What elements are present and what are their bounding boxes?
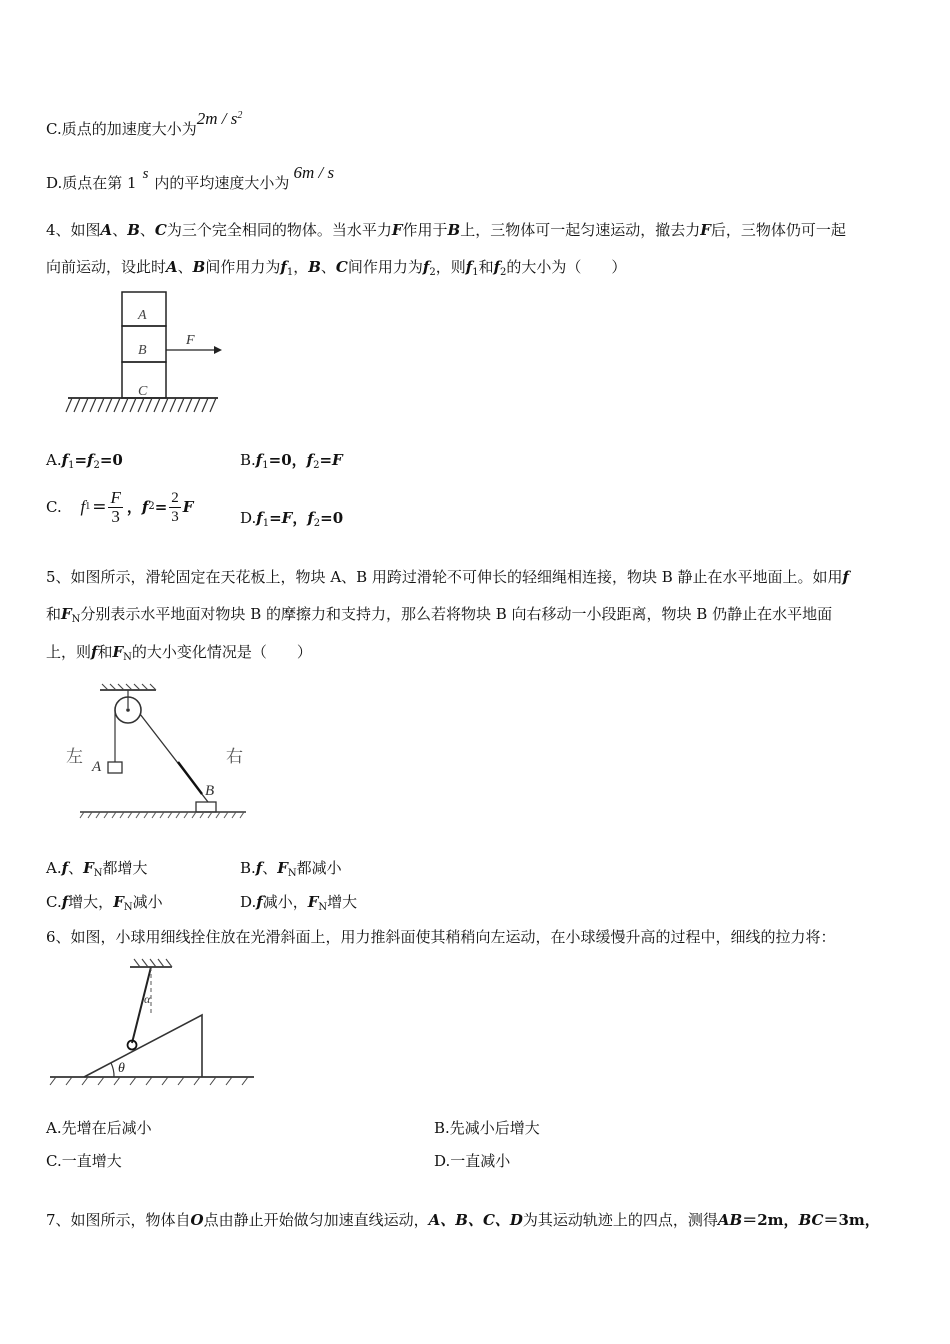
q5-stem-line1 bbox=[46, 567, 849, 587]
q4c-den: 3 bbox=[171, 508, 179, 525]
q3-option-c bbox=[46, 109, 243, 139]
q4-var: f bbox=[465, 258, 473, 276]
q4c-sub: 1 bbox=[85, 501, 91, 512]
q5-ceiling-hatch bbox=[102, 684, 156, 690]
q4-var: f bbox=[422, 258, 430, 276]
q5d-text: 减小， bbox=[262, 893, 308, 911]
q4c-var: F bbox=[182, 498, 194, 516]
q4-ground-hatch bbox=[66, 398, 216, 412]
q5a-var: F bbox=[83, 859, 94, 877]
q4c-text: ， bbox=[126, 498, 142, 516]
q7-var: BC bbox=[798, 1211, 824, 1229]
q3-c-math: 2m / s bbox=[196, 109, 238, 128]
q5a-var: f bbox=[61, 859, 69, 877]
q4-text: 、 bbox=[139, 221, 155, 239]
q5-pulley-axle bbox=[126, 708, 130, 712]
q6-theta-label: θ bbox=[118, 1061, 125, 1076]
q5-figure-pulley bbox=[60, 678, 260, 823]
q4-stem-line2 bbox=[46, 257, 626, 283]
q4-sub: 2 bbox=[500, 267, 507, 278]
q3-option-d-text-a: D.质点在第 1 bbox=[46, 174, 137, 192]
q5-stem-line2 bbox=[46, 604, 832, 630]
q4-force-label: F bbox=[186, 333, 195, 348]
q4d-var: f bbox=[307, 509, 314, 527]
q4-figure-stacked-blocks bbox=[64, 288, 224, 418]
q5a-text: 、 bbox=[68, 859, 84, 877]
q6-incline bbox=[84, 1015, 202, 1077]
q5c-var: F bbox=[113, 893, 124, 911]
q5-option-b bbox=[240, 858, 342, 884]
q5d-prefix: D. bbox=[240, 893, 257, 911]
q4a-text: = bbox=[74, 451, 88, 469]
q5-right-label: 右 bbox=[226, 747, 243, 767]
q5b-sub: N bbox=[287, 868, 297, 879]
q4-text: 间作用力为 bbox=[347, 258, 423, 276]
q4-text: 、 bbox=[320, 258, 336, 276]
q4b-var: f bbox=[255, 451, 263, 469]
q7-stem bbox=[46, 1210, 880, 1230]
q5-text: 分别表示水平地面对物块 B 的摩擦力和支持力，那么若将物块 B 向右移动一小段距离，物块 B 仍静止在水平地面 bbox=[80, 605, 833, 623]
q5-ground-hatch bbox=[80, 812, 244, 818]
q5-block-b-label: B bbox=[205, 783, 215, 799]
q4c-text: = bbox=[92, 497, 107, 517]
q4-option-d bbox=[240, 508, 343, 534]
q4d-text: ， bbox=[292, 509, 308, 527]
q4a-var: f bbox=[61, 451, 69, 469]
q4-var: C bbox=[154, 221, 167, 239]
q4-var: B bbox=[447, 221, 461, 239]
q4a-sub: 2 bbox=[93, 460, 100, 471]
q5d-var: f bbox=[256, 893, 263, 911]
q3-option-c-value bbox=[197, 109, 243, 128]
q4c-fraction-2 bbox=[169, 489, 181, 526]
q6-theta-arc bbox=[111, 1063, 114, 1077]
q5-var: F bbox=[61, 605, 72, 623]
q4b-var: F bbox=[332, 451, 343, 469]
q4-var: F bbox=[391, 221, 403, 239]
q4d-var: f bbox=[256, 509, 263, 527]
q5c-prefix: C. bbox=[46, 893, 62, 911]
q4-text: 间作用力为 bbox=[205, 258, 281, 276]
q5-option-d bbox=[240, 892, 357, 918]
q4a-prefix: A. bbox=[46, 451, 62, 469]
q5-sub: N bbox=[123, 652, 132, 663]
q4c-den: 3 bbox=[111, 506, 120, 526]
q5b-text: 、 bbox=[262, 859, 278, 877]
q4-var: f bbox=[280, 258, 287, 276]
q4-text: 4、如图 bbox=[46, 221, 101, 239]
q5b-prefix: B. bbox=[240, 859, 256, 877]
q4c-var: f bbox=[141, 498, 149, 516]
q4-text: 、 bbox=[177, 258, 193, 276]
q4-var: B bbox=[308, 258, 321, 276]
q4-option-c bbox=[46, 486, 193, 527]
q5c-text: 减小 bbox=[132, 893, 163, 911]
q5-stem-line3 bbox=[46, 642, 312, 668]
q4a-var: f bbox=[87, 451, 94, 469]
q7-text: 7、如图所示，物体自 bbox=[46, 1211, 191, 1229]
q4d-var: F bbox=[281, 509, 293, 527]
q4c-fraction-1 bbox=[108, 489, 122, 526]
q4b-sub: 2 bbox=[313, 460, 320, 471]
q5-block-a-label: A bbox=[92, 759, 102, 775]
q4-block-a-label: A bbox=[138, 308, 147, 323]
q4-stem-line1 bbox=[46, 220, 846, 240]
q4d-sub: 1 bbox=[262, 518, 270, 529]
q5a-sub: N bbox=[93, 868, 103, 879]
q7-text: ＝3m， bbox=[823, 1211, 880, 1229]
q5-left-label: 左 bbox=[66, 747, 83, 767]
q6-ground-hatch bbox=[50, 1077, 248, 1085]
q4-sub: 1 bbox=[286, 267, 294, 278]
q4a-sub: 1 bbox=[68, 460, 75, 471]
q7-var: AB bbox=[717, 1211, 743, 1229]
q5b-var: F bbox=[277, 859, 288, 877]
q5-text: 5、如图所示，滑轮固定在天花板上，物块 A、B 用跨过滑轮不可伸长的轻细绳相连接，物块 B 静止在水平地面上。如用 bbox=[46, 568, 843, 586]
q4c-text: = bbox=[154, 498, 168, 516]
q5-option-a bbox=[46, 858, 148, 884]
q4c-var: f bbox=[80, 497, 86, 516]
q4-text: ， bbox=[293, 258, 309, 276]
q5d-text: 增大 bbox=[327, 893, 358, 911]
q4-option-a bbox=[46, 450, 123, 476]
q5c-sub: N bbox=[123, 902, 133, 913]
q6-figure-incline bbox=[44, 955, 264, 1090]
q4-text: ，则 bbox=[435, 258, 466, 276]
q4-var: A bbox=[100, 221, 113, 239]
q7-text: 为其运动轨迹上的四点，测得 bbox=[522, 1211, 718, 1229]
q4-var: C bbox=[335, 258, 348, 276]
q4-var: f bbox=[493, 258, 501, 276]
q4b-sub: 1 bbox=[262, 460, 269, 471]
q4-option-b bbox=[240, 450, 343, 476]
q4-text: 为三个完全相同的物体。当水平力 bbox=[166, 221, 392, 239]
q3-option-c-text: C.质点的加速度大小为 bbox=[46, 120, 197, 138]
q7-text: ＝2m， bbox=[742, 1211, 799, 1229]
q6-option-c: C.一直增大 bbox=[46, 1152, 122, 1170]
q5a-text: 都增大 bbox=[102, 859, 148, 877]
q4b-prefix: B. bbox=[240, 451, 256, 469]
q6-ceiling-hatch bbox=[134, 959, 172, 967]
q5-var: F bbox=[112, 643, 124, 661]
q5c-var: f bbox=[61, 893, 69, 911]
q5-option-c bbox=[46, 892, 163, 918]
q4-text: 上，三物体可一起匀速运动，撤去力 bbox=[460, 221, 701, 239]
q7-text: 点由静止开始做匀加速直线运动， bbox=[203, 1211, 429, 1229]
q3-option-d-text-b: 内的平均速度大小为 bbox=[154, 174, 290, 192]
q5-text: 上，则 bbox=[46, 643, 92, 661]
q5-text: 的大小变化情况是（ ） bbox=[131, 643, 312, 661]
q4d-sub: 2 bbox=[313, 518, 321, 529]
q4-force-arrowhead bbox=[214, 346, 222, 354]
q4-block-b-label: B bbox=[138, 343, 147, 358]
q4d-text: = bbox=[269, 509, 282, 527]
q4-text: 、 bbox=[112, 221, 128, 239]
q4-var: F bbox=[700, 221, 711, 239]
q5-block-b-rect bbox=[196, 802, 216, 812]
q5-rope-b-dark bbox=[178, 762, 202, 794]
q4-var: B bbox=[192, 258, 206, 276]
q5b-text: 都减小 bbox=[296, 859, 342, 877]
q4-var: B bbox=[127, 221, 140, 239]
q4-text: 的大小为（ ） bbox=[506, 258, 627, 276]
q6-alpha-label: α bbox=[144, 992, 151, 1006]
q7-var: A、B、C、D bbox=[428, 1211, 523, 1229]
q4c-num: 2 bbox=[171, 489, 179, 506]
q4-block-c-label: C bbox=[138, 384, 148, 399]
q3-c-sup: 2 bbox=[237, 110, 243, 121]
q3-d-unit-s: s bbox=[142, 166, 149, 182]
q4-text: 作用于 bbox=[402, 221, 448, 239]
q4b-text: = bbox=[319, 451, 333, 469]
q6-option-a: A.先增在后减小 bbox=[46, 1119, 152, 1137]
q5-sub: N bbox=[71, 614, 81, 625]
q4c-sub: 2 bbox=[148, 501, 155, 512]
q5-text: 和 bbox=[46, 605, 62, 623]
q4-sub: 2 bbox=[429, 267, 436, 278]
q3-d-math: 6m / s bbox=[293, 163, 335, 182]
q5-block-a-rect bbox=[108, 762, 122, 773]
q4-text: 后，三物体仍可一起 bbox=[710, 221, 846, 239]
q4d-prefix: D. bbox=[240, 509, 257, 527]
q4d-text: =0 bbox=[320, 509, 344, 527]
q5c-text: 增大， bbox=[68, 893, 114, 911]
q5a-prefix: A. bbox=[46, 859, 62, 877]
q5d-var: F bbox=[307, 893, 319, 911]
q4-text: 和 bbox=[478, 258, 494, 276]
q5-text: 和 bbox=[97, 643, 113, 661]
q4-var: A bbox=[166, 258, 178, 276]
q7-var: O bbox=[190, 1211, 204, 1229]
q4c-num: F bbox=[110, 487, 121, 507]
q4c-prefix: C. bbox=[46, 498, 62, 516]
q5b-var: f bbox=[255, 859, 263, 877]
q4b-text: =0， bbox=[268, 451, 307, 469]
q5d-sub: N bbox=[318, 902, 328, 913]
q6-stem: 6、如图，小球用细线拴住放在光滑斜面上，用力推斜面使其稍稍向左运动，在小球缓慢升高的过程中，细线的拉力将： bbox=[46, 928, 836, 946]
q3-option-d bbox=[46, 163, 335, 194]
q4-sub: 1 bbox=[472, 267, 479, 278]
q5-var: f bbox=[842, 568, 849, 586]
q5-var: f bbox=[91, 643, 98, 661]
q4-text: 向前运动，设此时 bbox=[46, 258, 167, 276]
q6-option-d: D.一直减小 bbox=[434, 1152, 511, 1170]
q6-option-b: B.先减小后增大 bbox=[434, 1119, 540, 1137]
q4a-text: =0 bbox=[99, 451, 123, 469]
q4b-var: f bbox=[306, 451, 314, 469]
